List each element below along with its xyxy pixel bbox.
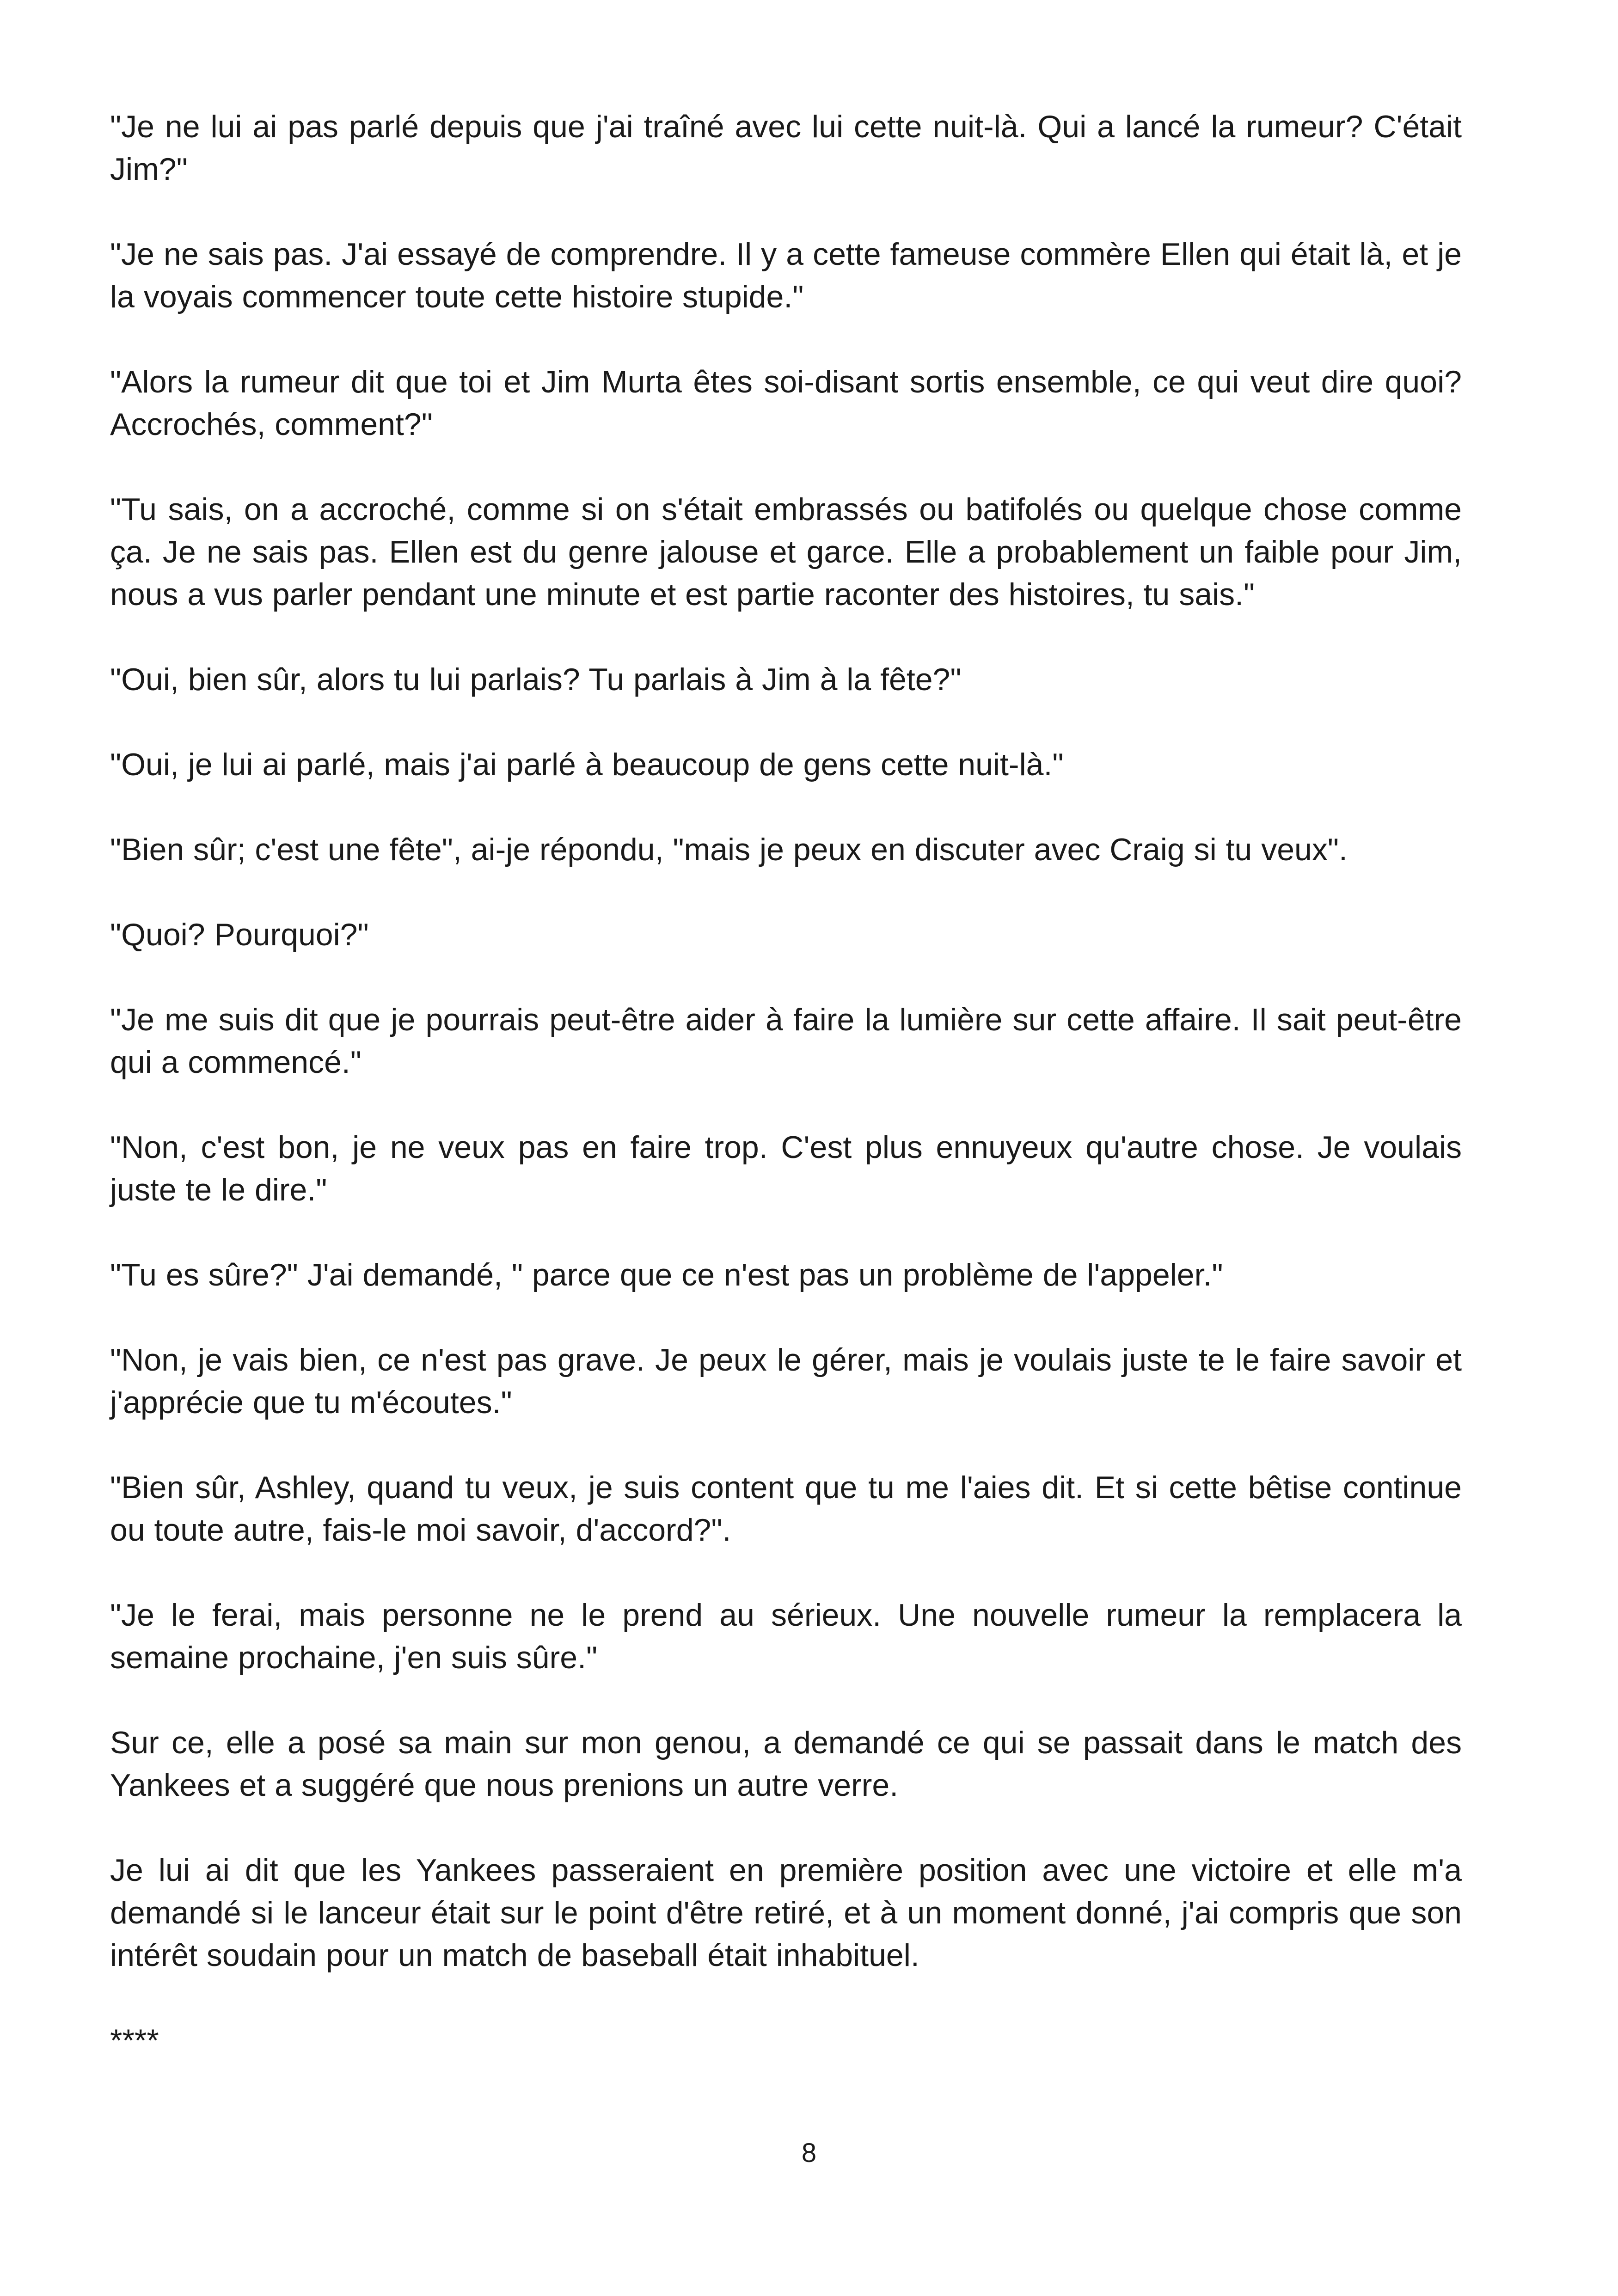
paragraph: "Tu es sûre?" J'ai demandé, " parce que ce n'est pas un problème de l'appeler." (110, 1257, 1223, 1292)
paragraph: "Non, je vais bien, ce n'est pas grave. Je peux le gérer, mais je voulais juste te le faire savoir et j'apprécie que tu m'écoutes." (110, 1342, 1462, 1420)
paragraph: "Je ne lui ai pas parlé depuis que j'ai traîné avec lui cette nuit-là. Qui a lancé la rumeur? C'était Jim?" (110, 109, 1462, 187)
paragraph: "Je le ferai, mais personne ne le prend au sérieux. Une nouvelle rumeur la remplacera la semaine prochaine, j'en suis sûre." (110, 1598, 1462, 1675)
paragraph: "Non, c'est bon, je ne veux pas en faire trop. C'est plus ennuyeux qu'autre chose. Je voulais juste te le dire." (110, 1130, 1462, 1207)
paragraph: "Bien sûr, Ashley, quand tu veux, je suis content que tu me l'aies dit. Et si cette bêtise continue ou toute autre, fais-le moi savoir, d'accord?". (110, 1470, 1462, 1548)
paragraph: "Quoi? Pourquoi?" (110, 917, 369, 952)
paragraph: Je lui ai dit que les Yankees passeraient en première position avec une victoire et elle m'a demandé si le lanceur était sur le point d'être retiré, et à un moment donné, j'ai compris que son intérêt soudain pour un match de baseball était inhabituel. (110, 1853, 1462, 1973)
paragraph: Sur ce, elle a posé sa main sur mon genou, a demandé ce qui se passait dans le match des Yankees et a suggéré que nous prenions un autre verre. (110, 1725, 1462, 1803)
paragraph: "Tu sais, on a accroché, comme si on s'était embrassés ou batifolés ou quelque chose comme ça. Je ne sais pas. Ellen est du genre jalouse et garce. Elle a probablement un faible pour Jim, nous a vus parler pendant une minute et est partie raconter des histoires, tu sais." (110, 492, 1462, 612)
paragraph: "Oui, bien sûr, alors tu lui parlais? Tu parlais à Jim à la fête?" (110, 662, 962, 697)
page-body (110, 105, 1462, 2104)
section-break: **** (110, 2023, 159, 2058)
page-number: 8 (801, 2138, 817, 2168)
paragraph: "Alors la rumeur dit que toi et Jim Murta êtes soi-disant sortis ensemble, ce qui veut dire quoi? Accrochés, comment?" (110, 364, 1462, 442)
paragraph: "Bien sûr; c'est une fête", ai-je répondu, "mais je peux en discuter avec Craig si tu veux". (110, 832, 1348, 867)
paragraph: "Je me suis dit que je pourrais peut-être aider à faire la lumière sur cette affaire. Il sait peut-être qui a commencé." (110, 1002, 1462, 1080)
paragraph: "Je ne sais pas. J'ai essayé de comprendre. Il y a cette fameuse commère Ellen qui était là, et je la voyais commencer toute cette histoire stupide." (110, 237, 1462, 314)
paragraph: "Oui, je lui ai parlé, mais j'ai parlé à beaucoup de gens cette nuit-là." (110, 747, 1064, 782)
